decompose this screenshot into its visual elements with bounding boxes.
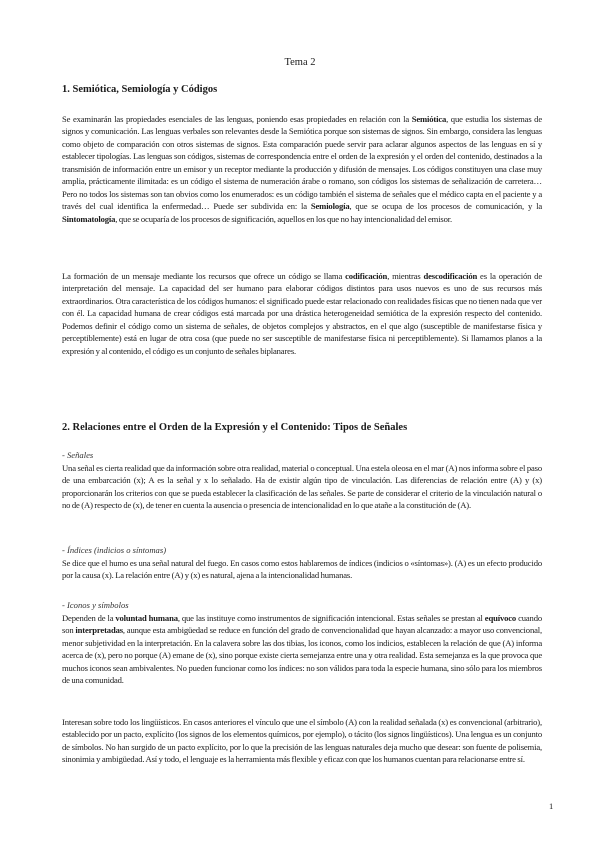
section-1-paragraph-1: Se examinarán las propiedades esenciales de las lenguas, poniendo esas propiedades en relación con la Semiótica, que estudia los sistemas de signos y comunicación. Las lenguas verbales son relevantes desde la Semiótica porque son sistemas de signos. Sin embargo, considera las lenguas como objeto de comparación con otros sistemas de signos. Esta comparación puede servir para aclarar algunos aspectos de las lenguas en sí y establecer tipologías. Las lenguas son códigos, sistemas de correspondencia entre el orden de la expresión y el orden del contenido, destinados a la transmisión de información entre un emisor y un receptor mediante la producción y difusión de mensajes. Los códigos constituyen una clase muy amplia, prácticamente ilimitada: es un código el sistema de numeración árabe o romano, son códigos los sistemas de señalización de carretera… Pero no todos los sistemas son tan obvios como los enumerados: es un código también el sistema de señales que el médico capta en el paciente y a través del cual identifica la enfermedad… Puede ser subdivida en: la Semiología, que se ocupa de los procesos de comunicación, y la Sintomatología, que se ocuparía de los procesos de significación, aquellos en los que no hay intencionalidad del emisor. [62,114,542,224]
term-voluntad-humana: voluntad humana [115,613,178,623]
term-interpretadas: interpretadas [75,625,123,636]
section-2-heading: 2. Relaciones entre el Orden de la Expresión y el Contenido: Tipos de Señales [62,422,408,433]
section-1-heading: 1. Semiótica, Semiología y Códigos [62,84,218,95]
term-descodificacion: descodificación [423,271,478,281]
term-semiotica: Semiótica [411,114,447,124]
subsection-indices-heading: - Índices (indicios o síntomas) [62,545,167,555]
section-1-paragraph-2: La formación de un mensaje mediante los recursos que ofrece un código se llama codificación, mientras descodificación es la operación de interpretación del mensaje. La capacidad del ser humano para elaborar códigos distintos para usos nuevos es uno de sus recursos más extraordinarios. Otra característica de los códigos humanos: el significado puede estar relacionado con realidades físicas que no tienen nada que ver con él. La capacidad humana de crear códigos está marcada por una drástica heterogeneidad semiótica de la expresión respecto del contenido. Podemos definir el código como un sistema de señales, de objetos complejos y abstractos, en el que algo (susceptible de manifestarse física y perceptiblemente) está en lugar de otra cosa (que puede no ser susceptible de manifestarse física ni perceptiblemente). Si llamamos planos a la expresión y al contenido, el código es un conjunto de señales biplanares. [62,271,542,356]
term-codificacion: codificación [345,271,388,281]
document-title: Tema 2 [284,57,316,68]
term-sintomatologia: Sintomatología [62,213,116,224]
subsection-senales-heading: - Señales [62,450,94,460]
page-number: 1 [549,801,554,811]
subsection-senales-text: Una señal es cierta realidad que da información sobre otra realidad, material o conceptual. Una estela oleosa en el mar (A) nos informa sobre el paso de una embarcación (x); A es la señal y x lo señalado. Ha de existir algún tipo de vinculación. Las diferencias de relación entre (A) y (x) proporcionarán los criterios con que se pueda establecer la clasificación de las señales. Se parte de considerar el criterio de la vinculación natural o no de (A) respecto de (x), de tener en cuenta la ausencia o presencia de intencionalidad en lo que atañe a la constitución de (A). [62,463,542,511]
subsection-indices-text: Se dice que el humo es una señal natural del fuego. En casos como estos hablaremos de índices (indicios o «síntomas»). (A) es un efecto producido por la causa (x). La relación entre (A) y (x) es natural, ajena a la intencionalidad humanas. [62,558,542,581]
subsection-iconos-heading: - Iconos y símbolos [62,600,129,610]
term-semiologia: Semiología [310,201,350,212]
closing-paragraph: Interesan sobre todo los lingüísticos. En casos anteriores el vínculo que une el símbolo (A) con la realidad señalada (x) es convencional (arbitrario), establecido por un pacto, explícito (los signos de los elementos químicos, por ejemplo), o tácito (los signos lingüísticos). Una lengua es un conjunto de símbolos. No han surgido de un pacto explícito, por lo que la precisión de las lenguas naturales deja mucho que desear: son fuente de polisemia, sinonimia y ambigüedad. Así y todo, el lenguaje es la herramienta más flexible y eficaz con que los humanos cuentan para relacionarse entre sí. [62,717,542,765]
term-equivoco: equívoco [484,613,517,623]
subsection-iconos-text: Dependen de la voluntad humana, que las instituye como instrumentos de significación intencional. Estas señales se prestan al equívoco cuando son interpretadas, aunque esta ambigüedad se reduce en función del grado de convencionalidad que hayan alcanzado: a mayor uso convencional, menor subjetividad en la interpretación. En la calavera sobre las dos tibias, los iconos, como los indicios, establecen la relación de que (A) informa acerca de (x), pero no porque (A) emane de (x), sino porque existe cierta semejanza entre una y otra realidad. Esta semejanza es la que provoca que muchos iconos sean ambivalentes. No pueden funcionar como los índices: no son válidos para toda la especie humana, sino sólo para los miembros de una comunidad. [62,613,543,686]
